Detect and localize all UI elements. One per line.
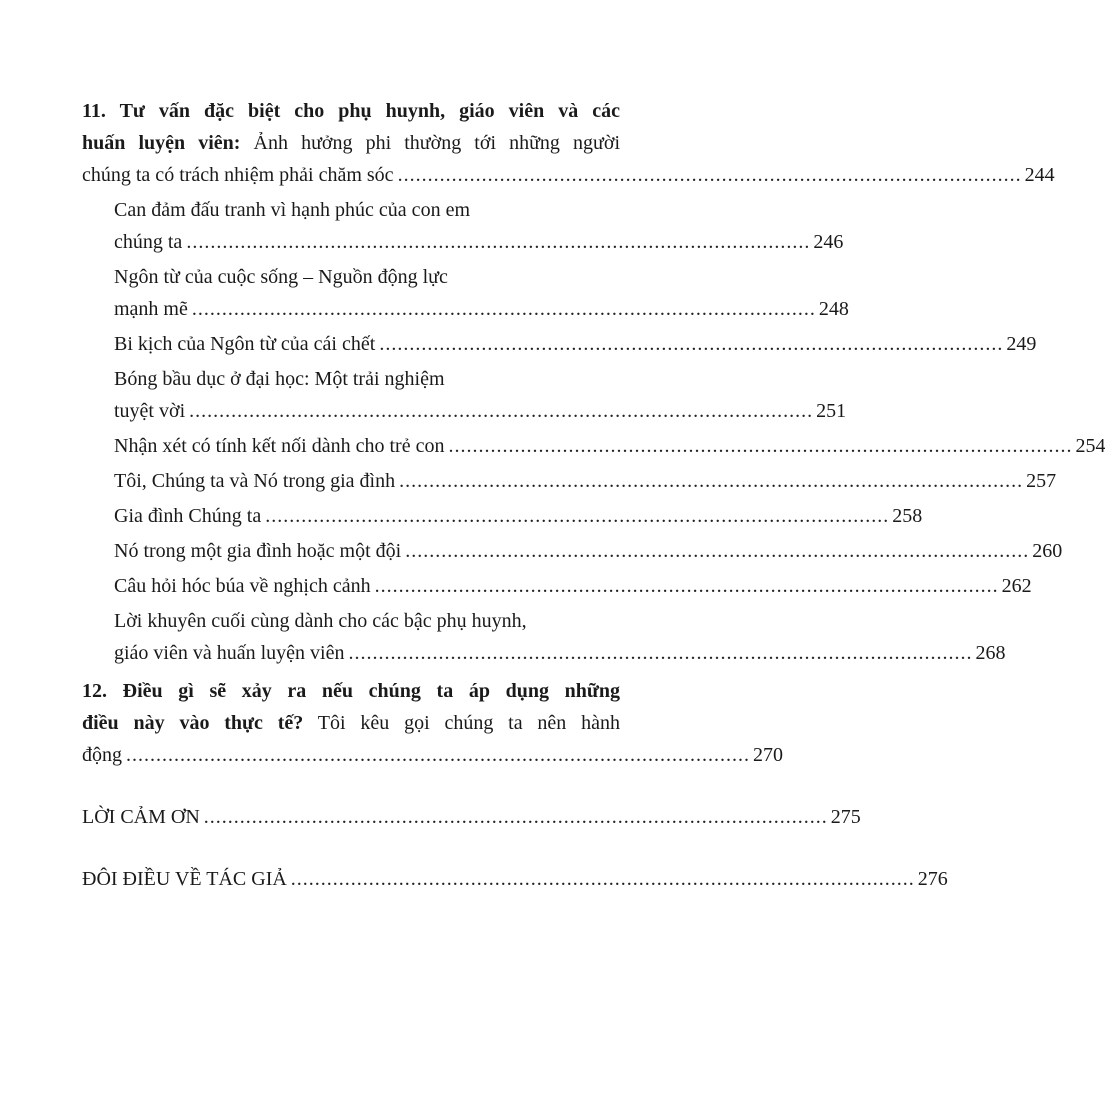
chapter-12-title-text-3: động	[82, 744, 122, 766]
chapter-11-title-line-3	[82, 159, 1055, 191]
leader-dots: ........................................................................................................	[265, 505, 890, 527]
table-of-contents	[82, 95, 1105, 895]
entry-line-2	[114, 226, 844, 258]
entry-page: 257	[1026, 470, 1057, 492]
entry-title: Câu hỏi hóc búa về nghịch cảnh	[114, 575, 371, 597]
leader-dots: ........................................................................................................	[405, 540, 1030, 562]
entry-line-1: Ngôn từ của cuộc sống – Nguồn động lực	[114, 266, 448, 288]
chapter-11-title-bold-1: Tư vấn đặc biệt cho phụ huynh, giáo viên và các	[119, 100, 621, 122]
leader-dots: ........................................................................................................	[399, 470, 1024, 492]
toc-entry[interactable]	[114, 535, 1063, 567]
entry-title: chúng ta	[114, 231, 183, 253]
chapter-12-title-line-2	[82, 707, 620, 739]
entry-page: 246	[813, 231, 844, 253]
about-author-page: 276	[917, 868, 948, 890]
chapter-12-title-line-3	[82, 739, 783, 771]
toc-entry[interactable]	[114, 500, 923, 532]
entry-line-2	[114, 637, 1006, 669]
toc-acknowledgements[interactable]	[82, 801, 861, 833]
entry-title: Nhận xét có tính kết nối dành cho trẻ con	[114, 435, 445, 457]
entry-line-2	[114, 500, 923, 532]
chapter-12-title-bold-2: điều này vào thực tế?	[82, 712, 304, 734]
leader-dots: ........................................................................................................	[374, 575, 999, 597]
entry-title: Tôi, Chúng ta và Nó trong gia đình	[114, 470, 396, 492]
about-author-title: ĐÔI ĐIỀU VỀ TÁC GIẢ	[82, 868, 287, 890]
chapter-12-title-rest-2: Tôi kêu gọi chúng ta nên hành	[303, 712, 620, 734]
chapter-11-title-text-3: chúng ta có trách nhiệm phải chăm sóc	[82, 164, 394, 186]
entry-title: Bi kịch của Ngôn từ của cái chết	[114, 333, 376, 355]
acknowledgements-title: LỜI CẢM ƠN	[82, 806, 200, 828]
entry-line-2	[114, 430, 1105, 462]
toc-entry[interactable]	[114, 328, 1037, 360]
entry-title: mạnh mẽ	[114, 298, 188, 320]
entry-page: 258	[892, 505, 923, 527]
chapter-11-page: 244	[1024, 164, 1055, 186]
leader-dots: ........................................................................................................	[348, 642, 973, 664]
leader-dots: ........................................................................................................	[189, 400, 814, 422]
leader-dots: ........................................................................................................	[186, 231, 811, 253]
entry-line-1: Lời khuyên cuối cùng dành cho các bậc phụ huynh,	[114, 610, 527, 632]
chapter-11-title-line-2	[82, 127, 620, 159]
toc-entry[interactable]	[114, 261, 849, 325]
entry-line-1: Can đảm đấu tranh vì hạnh phúc của con em	[114, 199, 470, 221]
chapter-12-title-bold-1: Điều gì sẽ xảy ra nếu chúng ta áp dụng những	[122, 680, 620, 702]
toc-entry[interactable]	[114, 363, 847, 427]
entry-line-2	[114, 328, 1037, 360]
entry-page: 251	[816, 400, 847, 422]
leader-dots: ........................................................................................................	[290, 868, 915, 890]
entry-title: giáo viên và huấn luyện viên	[114, 642, 345, 664]
entry-line-2	[114, 535, 1063, 567]
leader-dots: ........................................................................................................	[126, 744, 750, 766]
chapter-11-title-bold-2: huấn luyện viên:	[82, 132, 241, 154]
entry-page: 248	[818, 298, 849, 320]
toc-chapter-12[interactable]	[82, 675, 783, 771]
toc-entry[interactable]	[114, 605, 1006, 669]
entry-page: 262	[1001, 575, 1032, 597]
entry-page: 268	[975, 642, 1006, 664]
toc-entry[interactable]	[114, 430, 1105, 462]
entry-line-2	[114, 395, 847, 427]
chapter-11-title-rest-2: Ảnh hưởng phi thường tới những người	[240, 132, 620, 154]
acknowledgements-page: 275	[830, 806, 861, 828]
entry-line-1: Bóng bầu dục ở đại học: Một trải nghiệm	[114, 368, 445, 390]
entry-line-2	[114, 293, 849, 325]
entry-title: Nó trong một gia đình hoặc một đội	[114, 540, 402, 562]
entry-page: 249	[1006, 333, 1037, 355]
toc-entry[interactable]	[114, 194, 844, 258]
entry-line-2	[114, 570, 1032, 602]
chapter-11-sections	[82, 194, 1105, 669]
chapter-12-title-line-1	[82, 675, 620, 707]
entry-title: tuyệt vời	[114, 400, 186, 422]
leader-dots: ........................................................................................................	[379, 333, 1004, 355]
chapter-12-number: 12.	[82, 680, 107, 702]
leader-dots: ........................................................................................................	[191, 298, 816, 320]
toc-about-author[interactable]	[82, 863, 948, 895]
leader-dots: ........................................................................................................	[448, 435, 1073, 457]
entry-page: 260	[1032, 540, 1063, 562]
entry-page: 254	[1075, 435, 1105, 457]
toc-entry[interactable]	[114, 570, 1032, 602]
chapter-11-number: 11.	[82, 100, 106, 122]
leader-dots: ........................................................................................................	[203, 806, 828, 828]
chapter-11-title-line-1	[82, 95, 620, 127]
entry-line-2	[114, 465, 1057, 497]
chapter-12-page: 270	[753, 744, 783, 766]
toc-chapter-11[interactable]	[82, 95, 1105, 669]
entry-title: Gia đình Chúng ta	[114, 505, 262, 527]
leader-dots: ........................................................................................................	[397, 164, 1022, 186]
toc-entry[interactable]	[114, 465, 1057, 497]
